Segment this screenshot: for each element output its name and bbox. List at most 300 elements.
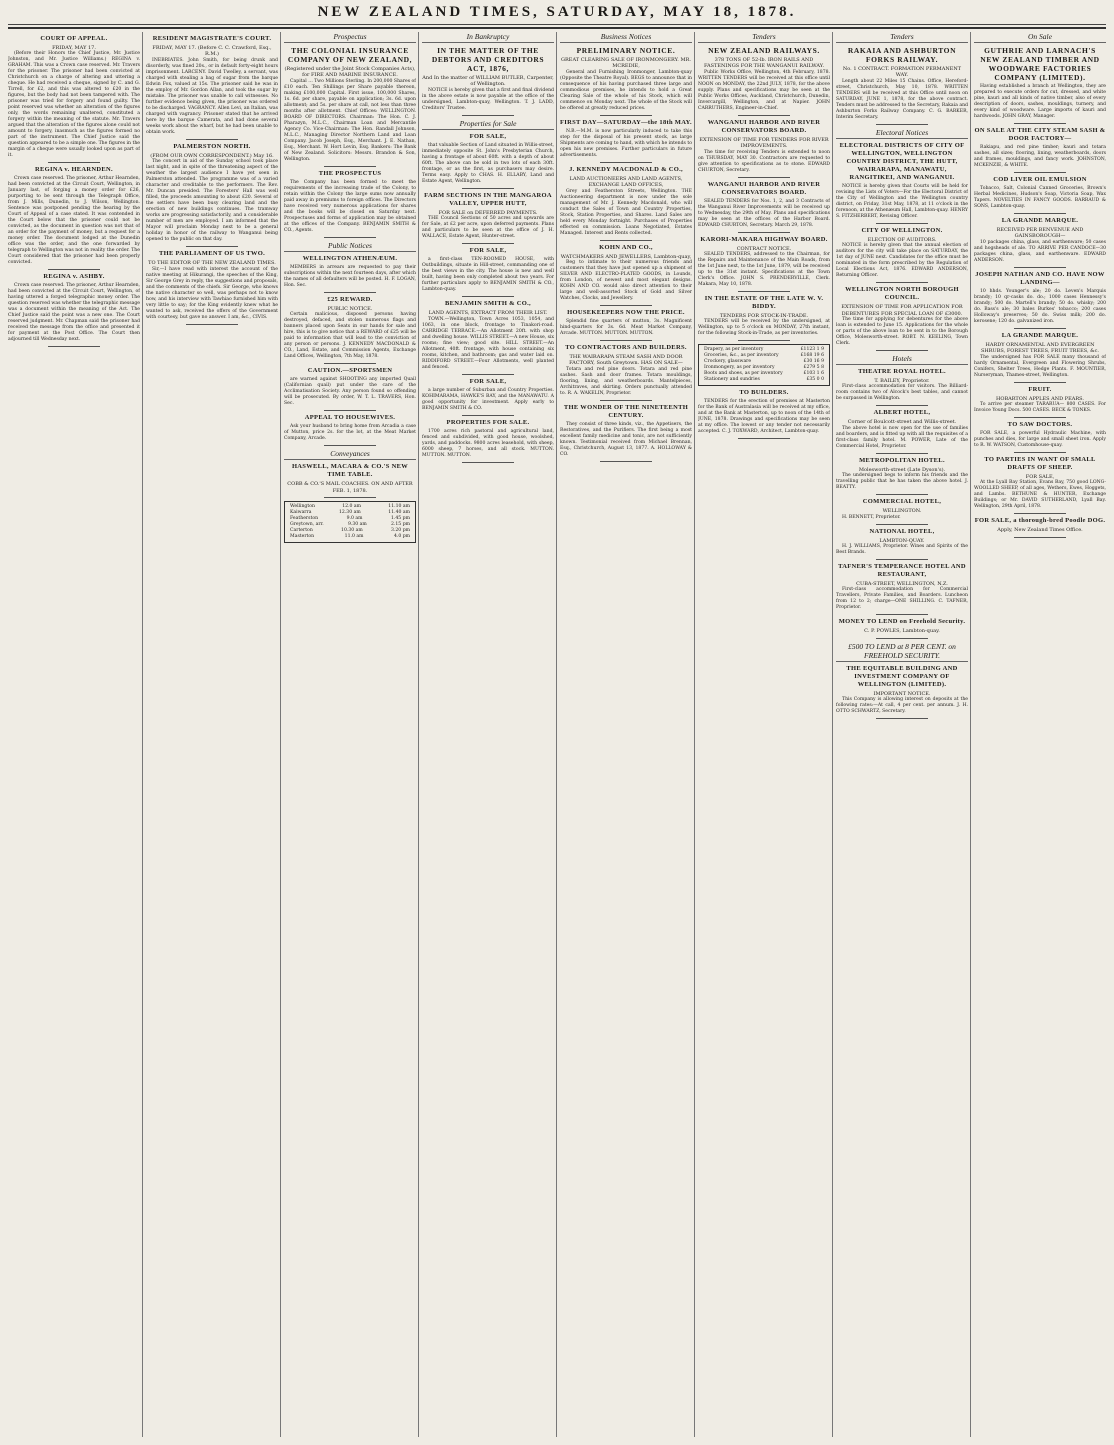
article	[698, 389, 830, 439]
article-title: METROPOLITAN HOTEL.	[859, 456, 945, 464]
article-divider	[876, 350, 929, 351]
article	[974, 176, 1106, 214]
article-subtitle: EXTENSION OF TIME FOR TENDERS FOR RIVER IMPROVEMENTS.	[699, 136, 829, 150]
article-divider	[324, 410, 377, 411]
article	[698, 119, 830, 178]
article-title: FOR SALE,	[469, 247, 507, 255]
article-title: REGINA v. HEARNDEN.	[35, 166, 113, 174]
article-body: are warned against SHOOTING any imported Quail (Californian quail) put under the care of the Acclimatisation Society. Any person found so offending will be prosecuted. By order, W. T. L. TRAVERS, Hon. Sec.	[284, 377, 416, 407]
article-subtitle: WATCHMAKERS AND JEWELLERS, Lambton-quay,	[560, 253, 692, 260]
column-header: Prospectus	[284, 32, 416, 43]
article-body: Ask your husband to bring home from Arcadia a case of Mutton, price 2s. for the lot, at the Meat Market Company, Arcade.	[284, 424, 416, 442]
article	[836, 368, 968, 406]
article-body: Public Works Office, Wellington, 4th February, 1878. WRITTEN TENDERS will be received at this office until NOON on MONDAY, the 22nd JULY, 1878, for the above supply. Plans and specifications may be seen at the Public Works Offices, Auckland, Christchurch, Dunedin, Invercargill, Wellington, and at Napier. JOHN CARRUTHERS, Engineer-in-Chief.	[698, 69, 830, 111]
article-body: They consist of three kinds, viz., the Appetisers, the Restoratives, and the Purifiers. The first being a most excellent family medicine and tonic, are not sufficiently known. Testimonial received from Michael Brennan, Esq., Christchurch, August 13, 1877. A. HOLLOWAY & CO.	[560, 421, 692, 457]
column-3	[284, 32, 416, 1437]
article	[560, 46, 692, 116]
article-title: J. KENNEDY MACDONALD & CO.,	[569, 165, 683, 173]
article-divider	[324, 292, 377, 293]
article-body: First-class accommodation for Commercial Travellers, Private Families, and Boarders. Luncheon from 12 to 2; charge—ONE SHILLING. C. TAFNER, Proprietor.	[836, 587, 968, 611]
article-divider	[600, 115, 653, 116]
column-7	[836, 32, 968, 1437]
article-title: CAUTION.—SPORTSMEN	[307, 367, 393, 375]
article-body: Splendid fine quarters of mutton, 3s. Magnificent hind-quarters for 3s. 6d. Meat Market Company, Arcade. MUTTON. MUTTON. MUTTON.	[560, 319, 692, 337]
article-subtitle: TO THE EDITOR OF THE NEW ZEALAND TIMES.	[148, 260, 276, 267]
article	[974, 332, 1106, 383]
article-divider	[462, 374, 515, 375]
article-title: HASWELL, MACARA & CO.'S NEW TIME TABLE.	[291, 463, 409, 479]
article-body: MEMBERS in arrears are requested to pay their subscriptions within the next fourteen days, after which the names of all defaulters will be posted. H. F. LOGAN, Hon. Sec.	[284, 264, 416, 288]
article-title: TO SAW DOCTORS.	[1007, 421, 1073, 429]
inventory-row	[701, 377, 827, 383]
category-header: Conveyances	[284, 449, 416, 460]
article-divider	[876, 614, 929, 615]
article-title: LA GRANDE MARQUE.	[1001, 217, 1079, 224]
column-header: Business Notices	[560, 32, 692, 43]
article-title: FOR SALE,	[469, 132, 507, 140]
column-2	[146, 32, 278, 1437]
article-title: IN THE MATTER OF THE DEBTORS AND CREDITORS ACT, 1876,	[431, 46, 545, 73]
article-subtitle: T. BAILEY, Proprietor.	[874, 378, 930, 385]
article-divider	[324, 445, 377, 446]
article	[698, 295, 830, 341]
article-title: FOR SALE,	[469, 377, 507, 385]
article-title: CITY OF WELLINGTON.	[861, 226, 943, 234]
article-divider	[876, 559, 929, 560]
article-title: REGINA v. ASHBY.	[43, 273, 105, 281]
article	[836, 142, 968, 224]
article-divider	[462, 115, 515, 116]
article-subtitle: And In the matter of WILLIAM BUTLER, Carpenter, of Wellington.	[422, 75, 554, 88]
article-title: RESIDENT MAGISTRATE'S COURT.	[152, 35, 272, 42]
article	[836, 46, 968, 125]
article-title: FRUIT.	[1028, 385, 1052, 393]
article-body: The concert in aid of the Sunday school took place last night, and in spite of the threatening aspect of the weather the largest audience I have yet seen in Palmerston attended. The programme was of a varied character and creditable to the performers. The Rev. Mr. Duncan presided. The Foresters' Hall was well filled, the proceeds amounting to about £20. Several of the settlers have been busy clearing land and the erection of new buildings continues. The tramway works are progressing satisfactorily, and a considerable number of men are employed. I am informed that the Mayor will proclaim Monday next to be a general holiday in honor of the railway to Wanganui being opened to the public on that day.	[146, 159, 278, 243]
column-separator	[280, 32, 281, 1437]
article-divider	[1014, 417, 1067, 418]
category-header: Properties for Sale	[422, 119, 554, 130]
timetable-cell: 11.10 am	[388, 504, 410, 510]
article-divider	[876, 494, 929, 495]
article-body: H. J. WILLIAMS, Proprietor. Wines and Spirits of the Best Brands.	[836, 544, 968, 556]
article-body: Grey and Featherston Streets, Wellington. THE Auctioneering department is now under the sole management of Mr. J. Kennedy Macdonald, who will conduct the Sales of Town and Country Properties, Stock, Station Properties, and Shares. Land Sales are held every Monday fortnight. Purchases of Properties effected on commission. Loans Negotiated, Estates Managed. Interest and Rents collected.	[560, 188, 692, 236]
article	[8, 166, 140, 270]
article-divider	[186, 324, 239, 325]
article-subtitle: 378 TONS OF 52-lb. IRON RAILS AND FASTENINGS FOR THE WANGANUI RAILWAY.	[703, 57, 825, 70]
article-title: RAKAIA AND ASHBURTON FORKS RAILWAY.	[847, 46, 957, 64]
inventory-cell: Ironmongery, as per inventory	[704, 365, 775, 371]
article	[284, 463, 416, 498]
article	[422, 192, 554, 244]
article-divider	[1014, 267, 1067, 268]
article-body: General and Furnishing Ironmonger, Lambton-quay (Opposite the Theatre Royal). BEGS to announce that in consequence of his having purchased three large and commodious premises, he intends to hold a Great Clearing Sale of the whole of his Stock, which will commence on Monday next. The whole of the Stock will be offered at greatly reduced prices.	[560, 69, 692, 111]
article-divider	[324, 237, 377, 238]
article-divider	[738, 177, 791, 178]
article-divider	[738, 115, 791, 116]
article-body: SEALED TENDERS for Nos. 1, 2, and 3 Contracts of the Wanganui River Improvements will be received up to Wednesday, the 29th of May. Plans and specifications may be seen at the offices of the Harbor Board. EDWARD CHURTON, Secretary. March 29, 1878.	[698, 198, 830, 228]
article	[974, 517, 1106, 537]
article-divider	[1014, 213, 1067, 214]
column-header: Tenders	[698, 32, 830, 43]
article	[284, 296, 416, 364]
article-divider	[600, 305, 653, 306]
article-subtitle: FRIDAY, MAY 17. (Before C. C. Crawford, Esq., R.M.)	[152, 45, 272, 58]
column-1	[8, 32, 140, 1437]
article-title: KOHN AND CO.,	[599, 243, 653, 251]
article-body: SEALED TENDERS, addressed to the Chairman, for the Repairs and Maintenance of the Main Roads, from the 1st June next, to the 1st June, 1879, will be received up to the 31st instant. Specifications at the Town Clerk's Office. JOHN S. PRENDERVILLE, Clerk. Makara, May 10, 1878.	[698, 252, 830, 288]
article-title: WELLINGTON NORTH BOROUGH COUNCIL.	[845, 286, 959, 302]
article-subtitle: (Registered under the Joint Stock Companies Acts), for FIRE AND MARINE INSURANCE.	[284, 66, 416, 79]
timetable-cell: 12.30 am	[339, 510, 361, 516]
article-divider	[462, 243, 515, 244]
article-title: APPEAL TO HOUSEWIVES.	[304, 414, 396, 422]
article-title: PALMERSTON NORTH.	[173, 142, 251, 150]
timetable-cell: 9.0 am	[346, 516, 363, 522]
article-divider	[1014, 382, 1067, 383]
article-title: NEW ZEALAND RAILWAYS.	[708, 46, 820, 55]
article-title: THE COLONIAL INSURANCE COMPANY OF NEW ZEALAND,	[287, 46, 413, 64]
article-title: PROPERTIES FOR SALE.	[446, 418, 530, 426]
article-divider	[462, 462, 515, 463]
article-subtitle: No. 1 CONTRACT. FORMATION PERMANENT WAY.	[842, 66, 962, 79]
newspaper-masthead: NEW ZEALAND TIMES, SATURDAY, MAY 18, 1878.	[317, 4, 797, 20]
article-title: ALBERT HOTEL,	[873, 409, 931, 417]
article-body: Crown case reserved. The prisoner, Arthur Hearnden, had been convicted at the Circuit Court, Wellington, in January last, of forging a money order for £26, purporting to be sent through the Telegraph Office, from J. Mills, Dunedin, to J. Wilson, Wellington. Sentence was postponed pending the hearing by the Court of Appeal of a case stated. It was contended in the Court below that the prisoner could not be convicted, as the document in question was not that of an order for the payment of money, but a request for a money order. The document lodged at the Dunedin office was the order, and the one forwarded by telegraph to Wellington was not in reality the order. The Court considered that the prisoner had been properly convicted.	[8, 176, 140, 266]
article-subtitle: HOBARTON APPLES AND PEARS.	[996, 395, 1084, 402]
article-body: The Company has been formed to meet the requirements of the increasing trade of the Colony, to retain within the Colony the large sums now annually paid away in premiums to foreign offices. The Directors have received very numerous applications for shares and the books will be closed on Saturday next. Prospectuses and forms of application may be obtained at the offices of the Company. BENJAMIN SMITH & CO., Agents.	[284, 179, 416, 233]
article-title: THE WONDER OF THE NINETEENTH CENTURY.	[563, 403, 689, 419]
article-title: BENJAMIN SMITH & CO.,	[445, 300, 531, 308]
column-8	[974, 32, 1106, 1437]
timetable-cell: 12.0 am	[342, 504, 362, 510]
inventory-cell: Boots and shoes, as per inventory	[704, 371, 783, 377]
article-subtitle: EXTENSION OF TIME FOR APPLICATION FOR DEBENTURES FOR SPECIAL LOAN OF £3000.	[841, 304, 963, 317]
article-body: The undersigned has FOR SALE many thousand of hardy Ornamental, Evergreen and Flowering Shrubs, Conifers, Shelter Trees, Hedge Plants. F. MOUNTIER, Nurseryman, Thames-street, Wellington.	[974, 354, 1106, 378]
article	[974, 386, 1106, 418]
article-body: To arrive per steamer TARARUA— 800 CASES. For Invoice Young Docs. 500 CASES. BECK & TONKS.	[974, 402, 1106, 414]
timetable-row	[287, 534, 413, 540]
article-title: TO CONTRACTORS AND BUILDERS.	[565, 344, 687, 352]
inventory-cell: Groceries, &c., as per inventory	[704, 353, 779, 359]
article-divider	[876, 405, 929, 406]
article-subtitle: PUBLIC NOTICE.	[327, 305, 373, 312]
article	[422, 133, 554, 189]
article-divider	[876, 524, 929, 525]
article	[836, 618, 968, 638]
article-subtitle: LAND AUCTIONEERS AND LAND AGENTS, EXCHANGE LAND OFFICES,	[569, 175, 683, 189]
inventory-cell: Stationery and sundries	[704, 377, 760, 383]
article	[284, 449, 416, 460]
article	[974, 217, 1106, 268]
article-subtitle: THE WAIRARAPA STEAM SASH AND DOOR FACTORY, South Greytown. HAS ON SALE—	[569, 354, 683, 367]
column-separator	[556, 32, 557, 1437]
article-title: COD LIVER OIL EMULSION	[993, 176, 1087, 183]
article-divider	[462, 296, 515, 297]
article-title: COURT OF APPEAL.	[40, 35, 108, 42]
article	[560, 244, 692, 306]
article	[836, 457, 968, 495]
article-title: ON SALE AT THE CITY STEAM SASH & DOOR FACTORY—	[974, 127, 1106, 142]
article-subtitle: IMPORTANT NOTICE.	[873, 690, 931, 697]
article	[284, 241, 416, 252]
article-body: TENDERS for the erection of premises at Masterton for the Bank of Australasia will be received at my office, and at the Bank at Masterton, up to noon of the 14th of JUNE, 1878. Drawings and specifications may be seen at my office. The lowest or any tender not necessarily accepted. C. J. TOXWARD, Architect, Lambton-quay.	[698, 399, 830, 435]
article	[836, 498, 968, 524]
article-divider	[600, 162, 653, 163]
article-subtitle: Corner of Boulcott-street and Willis-street.	[847, 419, 957, 426]
article	[836, 128, 968, 139]
article-divider	[876, 638, 929, 639]
article-title: WANGANUI HARBOR AND RIVER CONSERVATORS BOARD.	[707, 180, 821, 196]
article	[836, 642, 968, 662]
article-title: THE EQUITABLE BUILDING AND INVESTMENT COMPANY OF WELLINGTON (LIMITED).	[846, 664, 958, 688]
article-body: NOTICE is hereby given that Courts will be held for revising the Lists of Voters—For the Electoral District of the City of Wellington and the Wellington country district, on Friday, 31st May, 1878, at 11 o'clock in the forenoon, at the Athenæum Hall, Lambton-quay. HENRY S. FITZHERBERT, Revising Officer.	[836, 183, 968, 219]
article-title: LA GRANDE MARQUE.	[1001, 331, 1079, 339]
inventory-cell: £279 5 8	[803, 365, 824, 371]
article-title: PRELIMINARY NOTICE.	[576, 46, 676, 55]
column-separator	[970, 32, 971, 1437]
timetable-cell: 1.45 pm	[390, 516, 410, 522]
article	[146, 35, 278, 140]
article	[698, 236, 830, 292]
masthead-rule	[8, 24, 1106, 25]
article-divider	[324, 363, 377, 364]
article	[560, 344, 692, 401]
article-divider	[1014, 123, 1067, 124]
article-body: INEBRIATES. John Smith, for being drunk and disorderly, was fined 20s., or in default forty-eight hours imprisonment. LARCENY. David Twelley, a servant, was charged with stealing a bag of sugar from the barque Edwin Fox, valued at 15s. The prisoner said he was in the employ of Mr. Gordon Allan, and took the sugar by mistake. The prisoner was unable to call witnesses. No further evidence being given, the prisoner was ordered to be discharged. VAGRANCY. Allen Levi, an Italian, was charged with vagrancy. Prisoner stated that he arrived here by the barque Camerata, and had done several weeks work about the wharf, but he had been unable to obtain work.	[146, 57, 278, 135]
article-body: This Company is allowing interest on deposits at the following rates:—At call, 4 per cent. per annum. J. H. OTTO SCHWARTZ, Secretary.	[836, 697, 968, 715]
category-header: Public Notices	[284, 241, 416, 252]
column-5	[560, 32, 692, 1437]
article-body: NOTICE is hereby given that the annual election of auditors for the city will take place on SATURDAY, the 1st day of JUNE next. Candidates for the office must be nominated in the form prescribed by the Regulation of Local Elections Act, 1876. EDWARD ANDERSON, Returning Officer.	[836, 243, 968, 279]
article-title: THE PARLIAMENT OF US TWO.	[158, 250, 266, 258]
article	[284, 255, 416, 293]
article-title: THEATRE ROYAL HOTEL.	[858, 368, 946, 376]
inventory-cell: £1123 1 9	[800, 347, 824, 353]
article-subtitle: C. P. POWLES, Lambton-quay.	[864, 628, 940, 635]
article-title: FARM SECTIONS IN THE MANGAROA VALLEY, UPPER HUTT,	[424, 191, 552, 207]
masthead-rule-thick	[8, 27, 1106, 29]
article	[8, 35, 140, 163]
category-header: £500 TO LEND at 8 PER CENT. on FREEHOLD SECURITY.	[836, 642, 968, 662]
article-divider	[600, 461, 653, 462]
article-divider	[600, 400, 653, 401]
timetable-cell: Masterton	[290, 534, 315, 540]
article-divider	[600, 340, 653, 341]
article-subtitle: RECEIVED PER BENVENUE AND GAINSBOROUGH—	[996, 227, 1084, 240]
article-body: 1700 acres rich pastoral and agricultural land, fenced and subdivided, with good house, woolshed, yards, and paddocks. 9800 acres leasehold, with sheep, 6000 sheep, 7 horses, and all stock. MUTTON. MUTTON. MUTTON.	[422, 428, 554, 458]
article-subtitle: TENDERS FOR STOCK-IN-TRADE.	[719, 313, 809, 320]
timetable-cell: Greytown, arr.	[290, 522, 324, 528]
article-divider	[48, 162, 101, 163]
article-title: FIRST DAY—SATURDAY—the 18th MAY.	[560, 118, 692, 126]
column-header: In Bankruptcy	[422, 32, 554, 43]
article-subtitle: GREAT CLEARING SALE OF IRONMONGERY. MR. MCREDIE,	[561, 57, 691, 70]
article-divider	[1014, 172, 1067, 173]
timetable-cell: 9.30 am	[347, 522, 367, 528]
article	[422, 46, 554, 116]
article-body: Having established a branch at Wellington, they are prepared to execute orders for cut, dressed, and white pine, kauri and all kinds of native timber, also of every description of doors, sashes, mouldings, turnery, and every kind of woodware. Large imports of kauri and hardwoods. JOHN GRAY, Manager.	[974, 84, 1106, 119]
article-body: that valuable Section of Land situated in Willis-street, immediately opposite St. John's Presbyterian Church, having a frontage of about 60ft. with a depth of about 60ft. The above can be sold in two lots of each 30ft. frontage, or as the first, as purchasers may desire. Terms easy. Apply to CHAS. H. ELLABY, Land and Estate Agent, Wellington.	[422, 142, 554, 184]
article-body: H. BENNETT, Proprietor.	[842, 514, 901, 520]
article-divider	[1014, 328, 1067, 329]
column-header: Tenders	[836, 32, 968, 43]
article-divider	[186, 246, 239, 247]
timetable-cell: 4.0 pm	[393, 534, 410, 540]
timetable-cell: Wellington	[290, 504, 315, 510]
article	[974, 456, 1106, 514]
article-body: The above hotel is now open for the use of families and boarders, and is fitted up with all the requisites of a first-class family hotel. M. POWER, Late of the Commercial Hotel, Proprietor.	[836, 425, 968, 449]
article-subtitle: COBB & CO.'S MAIL COACHES. ON AND AFTER FEB. 1, 1878.	[287, 481, 413, 494]
inventory-cell: £30 16 9	[803, 359, 824, 365]
article	[698, 181, 830, 233]
article	[146, 250, 278, 324]
article-divider	[48, 269, 101, 270]
article	[560, 309, 692, 341]
article-body: Length about 22 Miles 15 Chains. Office, Hereford-street, Christchurch, May 10, 1878. WRITTEN TENDERS will be received at this Office until noon on SATURDAY, JUNE 1, 1878, for the above contract. Tenders must be addressed to the Secretary, Rakaia and Ashburton Forks Railway Company. C. G. BARKER, Interim Secretary.	[836, 78, 968, 120]
article-subtitle: HARDY ORNAMENTAL AND EVERGREEN SHRUBS, FOREST TREES, FRUIT TREES, &c.	[980, 341, 1100, 355]
column-header: On Sale	[974, 32, 1106, 43]
article	[698, 46, 830, 116]
article-divider	[462, 415, 515, 416]
article-body: TENDERS will be received by the undersigned, at Wellington, up to 5 o'clock on MONDAY, 27th instant, for the following Stock-in-Trade, as per inventories.	[698, 319, 830, 337]
article-body: Tobacco, Salt, Colonial Canned Groceries, Brown's Herbal Medicines, Hudson's Soap, Victoria Soap, Wax Tapers. NOVELTIES IN FANCY GOODS. BARRAUD & SONS, Lambton-quay.	[974, 186, 1106, 209]
article	[560, 166, 692, 241]
article-body: 10 hhds. Younger's ale; 20 do. Leven's Marquis brandy; 10 qr-casks do. do.; 1000 cases Hennessy's brandy; 500 do. Martell's brandy; 50 do. whisky; 200 do. Bass's ale; 30 bales Burkes' tobacco; 200 cases Holloway's preserves; 50 do. Swiss milk; 200 do. kerosene; 120 do. galvanized iron.	[974, 288, 1106, 324]
article-body: Rakiapu, and red pine timber; kauri and totara sashes, all sizes; flooring, lining, weatherboards, doors and frames, mouldings, and fancy work. JOHNSTON, MCKENZIE, & WHITE.	[974, 145, 1106, 168]
article-body: a first-class TEN-ROOMED HOUSE, with Outbuildings, situate in Hill-street, commanding one of the best views in the city. The house is new and well built, having been only completed about two years. For further particulars apply to BENJAMIN SMITH & CO., Lambton-quay.	[422, 257, 554, 293]
article-body: Beg to intimate to their numerous friends and customers that they have just opened up a shipment of SILVER AND ELECTRO-PLATED GOODS, in Lounds, from London, of newest and most elegant designs. KOHN AND CO. would also direct attention to their large and well-assorted Stock of Gold and Silver Watches, Clocks, and Jewellery.	[560, 260, 692, 302]
timetable-cell: Featherston	[290, 516, 319, 522]
article	[974, 46, 1106, 124]
column-4	[422, 32, 554, 1437]
article-body: Capital … Two Millions Sterling. In 200,000 Shares of £10 each. Ten Shillings per Share payable thereon, making £100,000 Capital. First issue, 100,000 Shares, 1s. 6d. per share, payable on application; 3s. 6d. upon allotment; and 5s. per share at call, not less than three months after allotment. Chief Offices: WELLINGTON. BOARD OF DIRECTORS. Chairman: The Hon. C. J. Pharazyn, M.L.C., Chairman Loan and Mercantile Agency Co. Vice-Chairman: The Hon. Randall Johnson, M.L.C., Managing Director Northern Land and Loan Company. Jacob Joseph, Esq., Merchant. J. E. Nathan, Esq., Merchant. W. Hort Levin, Esq. Bankers: The Bank of New Zealand. Solicitors: Messrs. Brandon & Son, Wellington.	[284, 78, 416, 162]
article	[836, 563, 968, 615]
article-body: THE Council Sections of 50 acres and upwards are for Sale, at £2 per acre, upon deferred payments. Plans and particulars to be seen at the office of J. H. WALLACE, Estate Agent, Hunter-street.	[422, 216, 554, 240]
category-header: Electoral Notices	[836, 128, 968, 139]
stock-inventory	[698, 344, 830, 386]
article-divider	[462, 188, 515, 189]
article-subtitle: FOR SALE on DEFERRED PAYMENTS.	[438, 209, 538, 216]
column-6	[698, 32, 830, 1437]
article-divider	[876, 453, 929, 454]
timetable-cell: 11.0 am	[344, 534, 364, 540]
article	[422, 419, 554, 463]
article-title: IN THE ESTATE OF THE LATE W. V. BIDDY.	[704, 295, 824, 311]
article	[284, 367, 416, 411]
article-divider	[876, 223, 929, 224]
article-divider	[738, 438, 791, 439]
article-title: ELECTORAL DISTRICTS OF CITY OF WELLINGTON, WELLINGTON COUNTRY DISTRICT, THE HUTT, WAIRARAPA, MANAWATU, RANGITIKEI, AND WANGANUI.	[839, 141, 965, 181]
article	[974, 127, 1106, 173]
article-divider	[1014, 537, 1067, 538]
article-subtitle: LAMBTON-QUAY.	[879, 537, 925, 544]
article-body: The undersigned begs to inform his friends and the travelling public that he has taken the above hotel. J. BEATTY.	[836, 473, 968, 491]
article	[836, 528, 968, 560]
article-title: TO PARTIES IN WANT OF SMALL DRAFTS OF SHEEP.	[984, 456, 1096, 472]
article	[836, 665, 968, 719]
article-title: NATIONAL HOTEL,	[869, 527, 935, 535]
article	[8, 273, 140, 347]
article	[974, 421, 1106, 453]
article-divider	[48, 346, 101, 347]
timetable-cell: 11.40 am	[388, 510, 410, 516]
article-title: £25 REWARD.	[327, 295, 373, 303]
article-body: a large number of Suburban and Country Properties. KOHIMARAMA, HAWKE'S BAY, and the MANAWATU. A good opportunity for investment. Apply early to BENJAMIN SMITH & CO.	[422, 387, 554, 411]
article-divider	[738, 232, 791, 233]
timetable-cell: 3.20 pm	[391, 528, 410, 534]
article-subtitle: FOR SALE,	[1025, 474, 1055, 481]
article-divider	[600, 240, 653, 241]
article-body: NOTICE is hereby given that a first and final dividend in the above estate is now payable at the office of the undersigned, Lambton-quay, Wellington. T. J. LADD, Creditors' Trustee.	[422, 87, 554, 111]
timetable-cell: Kaiwarra	[290, 510, 312, 516]
category-header: Hotels	[836, 354, 968, 365]
coach-timetable	[284, 501, 416, 543]
timetable-cell: 2.15 pm	[391, 522, 410, 528]
column-separator	[418, 32, 419, 1437]
article-divider	[738, 291, 791, 292]
article-subtitle: Molesworth-street (Late Dyson's).	[858, 466, 946, 473]
article-body: FOR SALE, a powerful Hydraulic Machine, with punches and dies, for large and small sheet iron. Apply to R. W. WATSON, Customhouse-quay.	[974, 431, 1106, 449]
inventory-cell: £35 0 0	[806, 377, 824, 383]
article-subtitle: Apply, New Zealand Times Office.	[997, 527, 1083, 534]
article-body: Crown case reserved. The prisoner, Arthur Hearnden, had been convicted at the Circuit Court, Wellington, of having uttered a forged telegraphic money order. The question reserved was whether the telegraphic message was a document within the meaning of the Act. The Chief Justice said the point was a new one. The Court reserved judgment. Mr. Chapman said the prisoner had received the message from the office and presented it for payment at the Post Office. The Court then adjourned till Wednesday next.	[8, 283, 140, 343]
article-title: TO BUILDERS.	[739, 389, 789, 397]
article	[146, 143, 278, 247]
article-title: FOR SALE, a thorough-bred Poodle DOG.	[974, 517, 1106, 525]
article-title: GUTHRIE AND LARNACH'S NEW ZEALAND TIMBER AND WOODWARE FACTORIES COMPANY (LIMITED).	[980, 46, 1100, 82]
article-body: Certain malicious, disposed persons having destroyed, defaced, and stolen numerous flags and banners placed upon Seats in our hands for sale and hire, this is to give notice that a REWARD of £25 will be paid to information that will lead to the conviction of any person or persons. J. KENNEDY MACDONALD & CO., Land, Estate, and Commission Agents, Exchange Land Offices, Wellington, 7th May, 1878.	[284, 312, 416, 360]
article-title: KARORI-MAKARA HIGHWAY BOARD.	[700, 235, 828, 243]
article	[836, 227, 968, 283]
article-body: TOWN.—Wellington, Town Acres 1053, 1054, and 1063, in one block, frontage to Tinakori-road. CARRIDGE TERRACE.—An Allotment 20ft. with shop and dwelling house. WILLIS STREET.—A new House, six rooms; fine view; good site. HILL STREET.—An Allotment, 40ft. frontage, with house containing six rooms, kitchen, and bathroom; gas and water laid on. RIDDIFORD STREET.—Four Allotments, well planted and fenced.	[422, 316, 554, 370]
article-body: First-class accommodation for visitors. The Billiard-room contains two of Alcock's best tables, and cannot be surpassed in Wellington.	[836, 384, 968, 402]
article-subtitle: WELLINGTON.	[882, 508, 922, 515]
article-divider	[876, 718, 929, 719]
article-divider	[876, 282, 929, 283]
timetable-cell: Carterton	[290, 528, 313, 534]
inventory-cell: £168 19 6	[800, 353, 824, 359]
article	[284, 414, 416, 446]
article	[836, 409, 968, 453]
article-divider	[1014, 452, 1067, 453]
article-title: COMMERCIAL HOTEL,	[862, 498, 942, 506]
article-subtitle: ELECTION OF AUDITORS.	[867, 236, 937, 243]
article-subtitle: (FROM OUR OWN CORRESPONDENT.) May 16.	[150, 152, 274, 159]
article	[422, 378, 554, 416]
article-body: (Before their Honors the Chief Justice, Mr. Justice Johnston, and Mr. Justice Williams.) REGINA v. GRAHAM. This was a Crown case reserved. Mr. Travers for the prisoner. The prisoner had been convicted at Christchurch on a charge of altering and uttering a cheque. He had received a cheque, signed by C. and G. Tirrell, for £2, and this was altered to £20 in the figures, but the body had not been tampered with. The prisoner was tried for forgery and found guilty. The point reserved was whether an alteration of the figures only, the words remaining unaltered, constituted a forgery within the meaning of the statute. Mr. Travers argued that the alteration of the figures alone could not amount to forgery, inasmuch as the figures formed no part of the instrument. The Chief Justice said the question appeared to be a simple one. The figures in the margin of a cheque were usually looked upon as part of it.	[8, 51, 140, 159]
article-subtitle: LAND AGENTS, EXTRACT FROM THEIR LIST.	[428, 310, 548, 317]
column-separator	[142, 32, 143, 1437]
article-body: The time for receiving Tenders is extended to noon on THURSDAY, MAY 30. Contractors are requested to give attention to specifications as to stone. EDWARD CHURTON, Secretary.	[698, 149, 830, 173]
article	[560, 119, 692, 163]
article-body: Totara and red pine doors. Totara and red pine sashes. Sash and door frames. Totara mouldings, flooring, lining, and weatherboards. Mantelpieces, Architraves, and skirting. Orders punctually attended to. R. A. WAKELIN, Proprietor.	[560, 366, 692, 396]
article-divider	[738, 340, 791, 341]
article-divider	[1014, 513, 1067, 514]
article	[284, 170, 416, 238]
article-body: At the Lyall Bay Station, Evans Bay, 750 good LONG-WOOLLED SHEEP, of all ages, Wethers, Ewes, Hoggets, and Lambs. BETHUNE & HUNTER, Exchange Buildings; or Mr. DAVID SUTHERLAND, Lyall Bay. Wellington, 29th April, 1878.	[974, 480, 1106, 510]
inventory-cell: £103 1 6	[803, 371, 824, 377]
article-title: THE PROSPECTUS	[318, 169, 382, 177]
column-separator	[694, 32, 695, 1437]
article-title: HOUSEKEEPERS NOW THE PRICE.	[567, 309, 685, 317]
article	[422, 247, 554, 297]
column-separator	[832, 32, 833, 1437]
article-subtitle: CUBA-STREET, WELLINGTON, N.Z.	[856, 581, 948, 588]
article	[836, 354, 968, 365]
article-title: JOSEPH NATHAN AND CO. HAVE NOW LANDING—	[975, 270, 1105, 286]
article-divider	[186, 139, 239, 140]
article-title: WANGANUI HARBOR AND RIVER CONSERVATORS BOARD.	[707, 118, 821, 134]
